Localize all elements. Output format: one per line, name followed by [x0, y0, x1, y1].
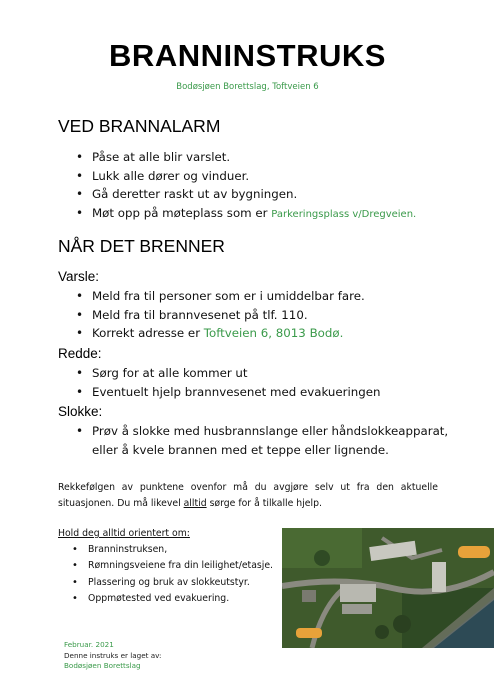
list-item: • Oppmøtested ved evakuering. — [70, 591, 273, 607]
subheading-redde: Redde: — [58, 346, 102, 361]
page-title: BRANNINSTRUKS — [109, 38, 386, 73]
list-item: • Påse at alle blir varslet. — [76, 148, 416, 167]
subheading-varsle: Varsle: — [58, 269, 100, 284]
section-heading-fire: NÅR DET BRENNER — [58, 236, 225, 256]
list-item: • Meld fra til brannvesenet på tlf. 110. — [76, 306, 365, 325]
list-item: • Meld fra til personer som er i umiddelbar fare. — [76, 287, 365, 306]
list-item: • Branninstruksen, — [70, 542, 273, 558]
list-item — [76, 422, 448, 459]
list-item: • Plassering og bruk av slokkeutstyr. — [70, 575, 273, 591]
list-item: • Gå deretter raskt ut av bygningen. — [76, 185, 416, 204]
varsle-list — [76, 287, 365, 343]
orient-list — [70, 542, 273, 607]
meet-prefix: Møt opp på møteplass som er — [92, 205, 272, 220]
address-prefix: Korrekt adresse er — [92, 326, 204, 340]
list-item: • Sørg for at alle kommer ut — [76, 364, 380, 383]
footer-org: Bodøsjøen Borettslag — [64, 661, 141, 670]
note-emphasis: alltid — [183, 498, 207, 509]
meeting-place: Parkeringsplass v/Dregveien. — [271, 208, 417, 220]
footer — [64, 640, 161, 672]
aerial-map-image — [282, 528, 494, 648]
list-item — [76, 324, 365, 343]
section-heading-alarm: VED BRANNALARM — [58, 116, 221, 136]
slokke-line-1: Prøv å slokke med husbrannslange eller håndslokkeapparat, — [92, 424, 449, 438]
footer-made-by: Denne instruks er laget av: — [64, 650, 162, 660]
alarm-list — [76, 148, 416, 224]
list-item: • Lukk alle dører og vinduer. — [76, 167, 416, 186]
list-item — [76, 204, 416, 225]
footer-date: Februar. 2021 — [64, 640, 114, 649]
orient-heading: Hold deg alltid orientert om: — [58, 528, 190, 539]
slokke-line-2: eller å kvele brannen med et teppe eller lignende. — [92, 442, 389, 457]
redde-list — [76, 364, 380, 401]
map-illustration — [282, 528, 494, 648]
note-text-before: Rekkefølgen av punktene ovenfor må du avgjøre selv ut fra den aktuelle situasjonen. Du må likevel — [58, 482, 438, 509]
slokke-list — [76, 422, 448, 459]
address: Toftveien 6, 8013 Bodø. — [203, 326, 344, 340]
order-note — [58, 480, 438, 512]
subheading-slokke: Slokke: — [58, 404, 103, 419]
page-subtitle: Bodøsjøen Borettslag, Toftveien 6 — [176, 82, 319, 92]
note-text-after: sørge for å tilkalle hjelp. — [206, 498, 322, 509]
list-item: • Eventuelt hjelp brannvesenet med evakueringen — [76, 383, 380, 402]
list-item: • Rømningsveiene fra din leilighet/etasje. — [70, 558, 273, 574]
